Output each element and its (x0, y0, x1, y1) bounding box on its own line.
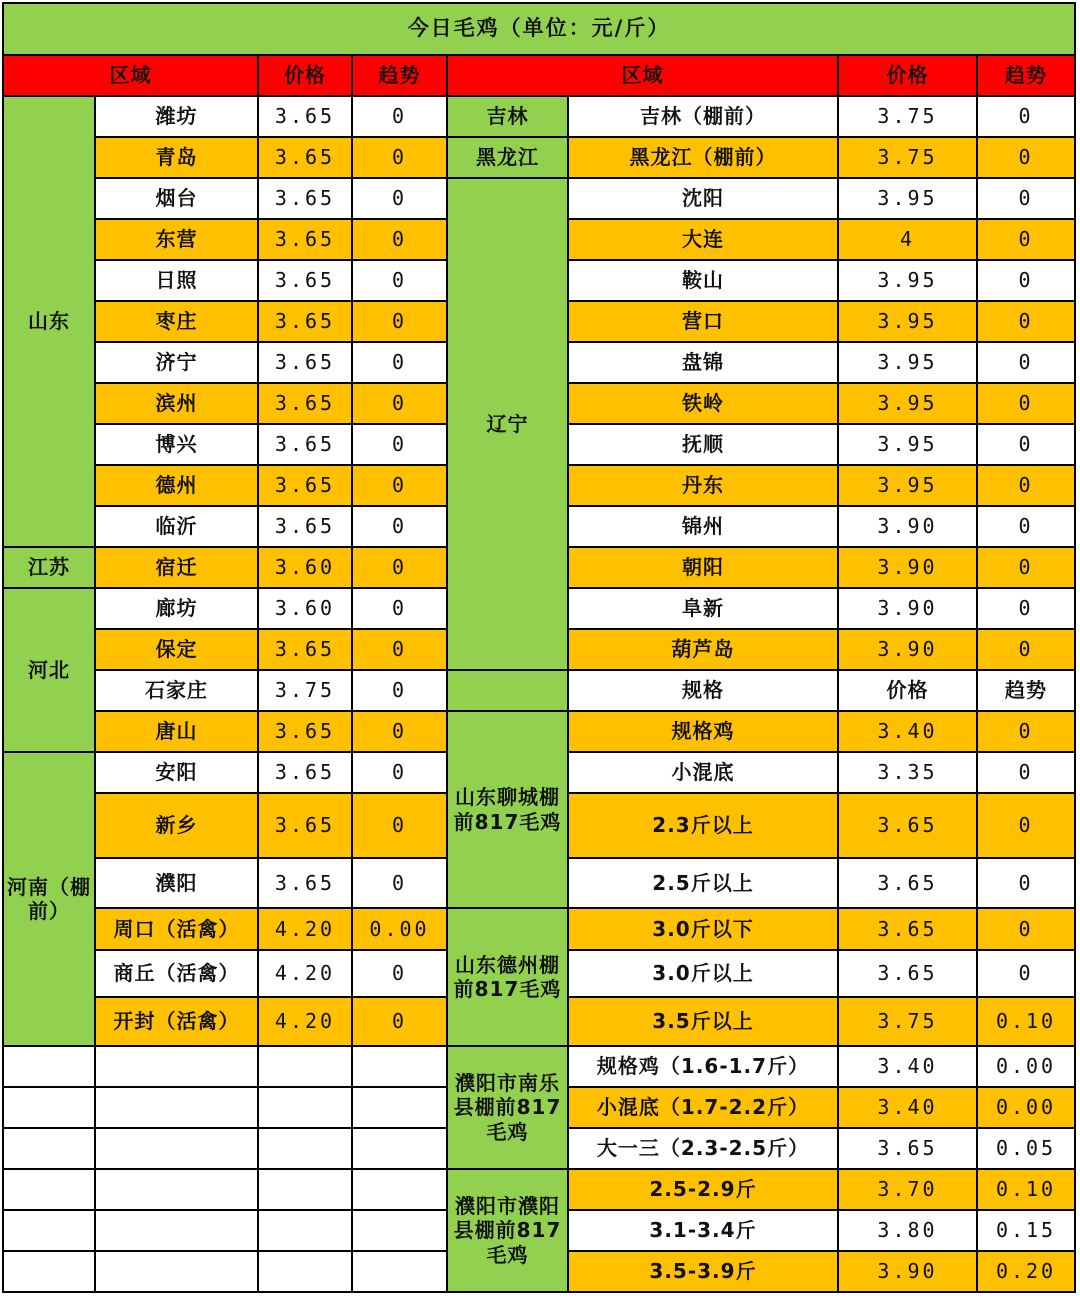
price-value: 3.65 (838, 793, 977, 858)
province-heilongjiang: 黑龙江 (447, 137, 568, 178)
trend-value: 0 (977, 950, 1075, 997)
price-value: 4.20 (258, 997, 352, 1046)
spec-header-blank (447, 670, 568, 711)
price-value: 3.70 (838, 1169, 977, 1210)
trend-value: 0 (352, 858, 447, 908)
city-name: 济宁 (95, 342, 258, 383)
empty-cell (95, 1046, 258, 1087)
spec-name: 小混底 (568, 752, 838, 793)
trend-value: 0 (352, 219, 447, 260)
group-puyang: 濮阳市濮阳县棚前817毛鸡 (447, 1169, 568, 1292)
trend-value: 0 (977, 260, 1075, 301)
spec-header-label: 规格 (568, 670, 838, 711)
city-name: 大连 (568, 219, 838, 260)
province-hebei: 河北 (3, 588, 95, 752)
empty-cell (258, 1169, 352, 1210)
trend-value: 0 (977, 342, 1075, 383)
city-name: 盘锦 (568, 342, 838, 383)
trend-value: 0 (977, 137, 1075, 178)
price-table-container (2, 2, 1074, 1296)
trend-value: 0 (352, 711, 447, 752)
trend-value: 0 (352, 383, 447, 424)
price-value: 3.90 (838, 629, 977, 670)
trend-value: 0 (977, 752, 1075, 793)
city-name: 濮阳 (95, 858, 258, 908)
trend-value: 0.20 (977, 1251, 1075, 1292)
spec-name: 3.1-3.4斤 (568, 1210, 838, 1251)
city-name: 宿迁 (95, 547, 258, 588)
trend-value: 0 (352, 670, 447, 711)
city-name: 德州 (95, 465, 258, 506)
price-value: 3.40 (838, 1087, 977, 1128)
price-value: 3.65 (838, 950, 977, 997)
empty-cell (3, 1046, 95, 1087)
spec-name: 3.5斤以上 (568, 997, 838, 1046)
group-nanle: 濮阳市南乐县棚前817毛鸡 (447, 1046, 568, 1169)
trend-value: 0 (352, 260, 447, 301)
spec-name: 大一三（2.3-2.5斤） (568, 1128, 838, 1169)
price-value: 3.65 (258, 178, 352, 219)
price-value: 3.65 (258, 465, 352, 506)
empty-cell (258, 1046, 352, 1087)
spec-name: 2.3斤以上 (568, 793, 838, 858)
price-value: 3.75 (258, 670, 352, 711)
trend-value: 0 (977, 547, 1075, 588)
price-value: 3.65 (258, 752, 352, 793)
price-value: 3.65 (258, 137, 352, 178)
city-name: 石家庄 (95, 670, 258, 711)
price-value: 3.65 (838, 1128, 977, 1169)
trend-value: 0 (352, 301, 447, 342)
group-liaocheng: 山东聊城棚前817毛鸡 (447, 711, 568, 908)
trend-value: 0 (977, 858, 1075, 908)
price-value: 3.60 (258, 547, 352, 588)
trend-value: 0 (352, 178, 447, 219)
city-name: 保定 (95, 629, 258, 670)
city-name: 锦州 (568, 506, 838, 547)
price-value: 3.95 (838, 260, 977, 301)
spec-name: 3.5-3.9斤 (568, 1251, 838, 1292)
price-value: 3.35 (838, 752, 977, 793)
trend-value: 0 (977, 96, 1075, 137)
empty-cell (95, 1169, 258, 1210)
spec-header-price: 价格 (838, 670, 977, 711)
trend-value: 0 (977, 178, 1075, 219)
empty-cell (95, 1210, 258, 1251)
empty-cell (352, 1128, 447, 1169)
city-name: 博兴 (95, 424, 258, 465)
price-value: 3.90 (838, 506, 977, 547)
price-value: 3.65 (838, 858, 977, 908)
trend-value: 0 (352, 950, 447, 997)
empty-cell (3, 1210, 95, 1251)
city-name: 营口 (568, 301, 838, 342)
spec-name: 规格鸡（1.6-1.7斤） (568, 1046, 838, 1087)
price-value: 3.90 (838, 1251, 977, 1292)
city-name: 铁岭 (568, 383, 838, 424)
trend-value: 0 (977, 629, 1075, 670)
empty-cell (3, 1128, 95, 1169)
trend-value: 0 (352, 506, 447, 547)
trend-value: 0 (977, 383, 1075, 424)
trend-value: 0 (352, 137, 447, 178)
trend-value: 0 (977, 908, 1075, 950)
city-name: 抚顺 (568, 424, 838, 465)
trend-value: 0.00 (352, 908, 447, 950)
empty-cell (258, 1210, 352, 1251)
price-value: 3.75 (838, 96, 977, 137)
city-name: 廊坊 (95, 588, 258, 629)
price-value: 3.40 (838, 711, 977, 752)
city-name: 葫芦岛 (568, 629, 838, 670)
province-jilin: 吉林 (447, 96, 568, 137)
header-region-right: 区域 (447, 55, 838, 96)
price-value: 3.80 (838, 1210, 977, 1251)
empty-cell (258, 1087, 352, 1128)
price-value: 3.95 (838, 383, 977, 424)
price-value: 4 (838, 219, 977, 260)
price-value: 3.95 (838, 465, 977, 506)
price-value: 3.75 (838, 137, 977, 178)
price-value: 3.65 (258, 629, 352, 670)
price-value: 3.65 (258, 506, 352, 547)
city-name: 开封（活禽） (95, 997, 258, 1046)
city-name: 黑龙江（棚前） (568, 137, 838, 178)
city-name: 朝阳 (568, 547, 838, 588)
price-value: 3.75 (838, 997, 977, 1046)
trend-value: 0 (977, 301, 1075, 342)
trend-value: 0.00 (977, 1087, 1075, 1128)
city-name: 东营 (95, 219, 258, 260)
city-name: 青岛 (95, 137, 258, 178)
trend-value: 0 (352, 752, 447, 793)
price-value: 3.65 (258, 858, 352, 908)
price-value: 3.40 (838, 1046, 977, 1087)
city-name: 鞍山 (568, 260, 838, 301)
empty-cell (352, 1210, 447, 1251)
price-value: 4.20 (258, 908, 352, 950)
price-value: 3.65 (258, 342, 352, 383)
city-name: 唐山 (95, 711, 258, 752)
spec-name: 3.0斤以下 (568, 908, 838, 950)
header-price-left: 价格 (258, 55, 352, 96)
empty-cell (3, 1251, 95, 1292)
price-value: 3.95 (838, 424, 977, 465)
trend-value: 0.00 (977, 1046, 1075, 1087)
price-value: 3.90 (838, 588, 977, 629)
group-dezhou: 山东德州棚前817毛鸡 (447, 908, 568, 1046)
empty-cell (3, 1087, 95, 1128)
empty-cell (352, 1046, 447, 1087)
empty-cell (95, 1251, 258, 1292)
city-name: 新乡 (95, 793, 258, 858)
city-name: 烟台 (95, 178, 258, 219)
trend-value: 0 (352, 96, 447, 137)
trend-value: 0 (352, 793, 447, 858)
city-name: 日照 (95, 260, 258, 301)
price-value: 3.65 (258, 383, 352, 424)
price-table (2, 2, 1076, 1293)
empty-cell (3, 1169, 95, 1210)
spec-header-trend: 趋势 (977, 670, 1075, 711)
trend-value: 0 (352, 997, 447, 1046)
trend-value: 0 (352, 424, 447, 465)
price-value: 3.60 (258, 588, 352, 629)
province-henan: 河南（棚前） (3, 752, 95, 1046)
price-value: 3.65 (258, 301, 352, 342)
city-name: 吉林（棚前） (568, 96, 838, 137)
province-liaoning: 辽宁 (447, 178, 568, 670)
empty-cell (352, 1169, 447, 1210)
header-trend-right: 趋势 (977, 55, 1075, 96)
spec-name: 2.5-2.9斤 (568, 1169, 838, 1210)
spec-name: 小混底（1.7-2.2斤） (568, 1087, 838, 1128)
trend-value: 0 (977, 588, 1075, 629)
trend-value: 0 (352, 342, 447, 383)
province-jiangsu: 江苏 (3, 547, 95, 588)
header-price-right: 价格 (838, 55, 977, 96)
city-name: 滨州 (95, 383, 258, 424)
empty-cell (352, 1087, 447, 1128)
trend-value: 0 (977, 219, 1075, 260)
city-name: 潍坊 (95, 96, 258, 137)
city-name: 丹东 (568, 465, 838, 506)
price-value: 3.95 (838, 301, 977, 342)
header-trend-left: 趋势 (352, 55, 447, 96)
spec-name: 2.5斤以上 (568, 858, 838, 908)
spec-name: 规格鸡 (568, 711, 838, 752)
city-name: 阜新 (568, 588, 838, 629)
price-value: 3.95 (838, 178, 977, 219)
city-name: 周口（活禽） (95, 908, 258, 950)
city-name: 临沂 (95, 506, 258, 547)
trend-value: 0 (977, 793, 1075, 858)
city-name: 商丘（活禽） (95, 950, 258, 997)
city-name: 沈阳 (568, 178, 838, 219)
table-title: 今日毛鸡（单位：元/斤） (3, 3, 1075, 55)
trend-value: 0.15 (977, 1210, 1075, 1251)
empty-cell (352, 1251, 447, 1292)
price-value: 3.95 (838, 342, 977, 383)
empty-cell (95, 1087, 258, 1128)
trend-value: 0 (352, 629, 447, 670)
price-value: 3.90 (838, 547, 977, 588)
trend-value: 0 (977, 506, 1075, 547)
header-region-left: 区域 (3, 55, 258, 96)
trend-value: 0 (977, 465, 1075, 506)
spec-name: 3.0斤以上 (568, 950, 838, 997)
empty-cell (258, 1251, 352, 1292)
trend-value: 0 (352, 465, 447, 506)
trend-value: 0 (352, 547, 447, 588)
trend-value: 0 (352, 588, 447, 629)
city-name: 枣庄 (95, 301, 258, 342)
price-value: 3.65 (258, 424, 352, 465)
empty-cell (95, 1128, 258, 1169)
city-name: 安阳 (95, 752, 258, 793)
province-shandong: 山东 (3, 96, 95, 547)
price-value: 3.65 (258, 711, 352, 752)
trend-value: 0 (977, 424, 1075, 465)
price-value: 3.65 (258, 96, 352, 137)
price-value: 3.65 (258, 793, 352, 858)
trend-value: 0.10 (977, 997, 1075, 1046)
price-value: 3.65 (258, 260, 352, 301)
empty-cell (258, 1128, 352, 1169)
price-value: 3.65 (838, 908, 977, 950)
price-value: 4.20 (258, 950, 352, 997)
price-value: 3.65 (258, 219, 352, 260)
trend-value: 0 (977, 711, 1075, 752)
trend-value: 0.05 (977, 1128, 1075, 1169)
trend-value: 0.10 (977, 1169, 1075, 1210)
